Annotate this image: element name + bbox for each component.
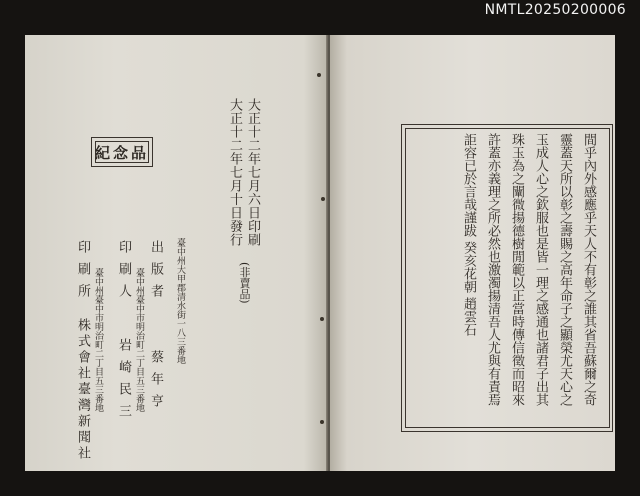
text-column: 珠玉為之闡微揚德樹閒範以正當時傳信徵而昭來 — [509, 133, 524, 406]
text-column: 許蓋亦義理之所必然也激濁揚清吾人尤與有責焉 — [485, 133, 500, 406]
text-column: 詎容已於言哉謹跋 癸亥花朝 趙雲石 — [461, 133, 476, 337]
printer-role: 印刷人 — [116, 240, 131, 306]
binding-hole — [320, 420, 324, 424]
press-name: 株式會社臺灣新聞社 — [75, 318, 90, 462]
press-role: 印刷所 — [75, 240, 90, 306]
publisher-name: 蔡年亨 — [148, 350, 163, 416]
text-column: 間乎內外感應乎天人不有彰之誰其省吾蘇爾之奇 — [581, 133, 596, 406]
publisher-role: 出版者 — [148, 240, 163, 306]
publisher-address: 臺中州大甲郡清水街一八三番地 — [175, 238, 185, 364]
text-column: 玉成人心之欽服也是皆一理之感通也諸君子出其 — [533, 133, 548, 406]
catalog-id: NMTL20250200006 — [484, 2, 626, 18]
title-stamp-text: 紀念品 — [94, 143, 149, 162]
binding-hole — [321, 197, 325, 201]
binding-hole — [317, 73, 321, 77]
not-for-sale-label: (非賣品) — [238, 262, 251, 304]
printer-address: 臺中州臺中市明治町二丁目五三番地 — [134, 268, 144, 412]
press-address: 臺中州臺中市明治町二丁目五三番地 — [93, 268, 103, 412]
text-column: 靈蓋天所以彰之壽賜之高年命子之顯榮尤天心之 — [557, 133, 572, 406]
print-date: 大正十二年七月六日印刷 — [245, 98, 260, 247]
printer-name: 岩崎民三 — [116, 338, 131, 426]
title-stamp-box — [91, 137, 153, 167]
text-frame-inner — [405, 128, 610, 428]
publish-date: 大正十二年七月十日發行 — [227, 98, 242, 247]
binding-hole — [320, 317, 324, 321]
